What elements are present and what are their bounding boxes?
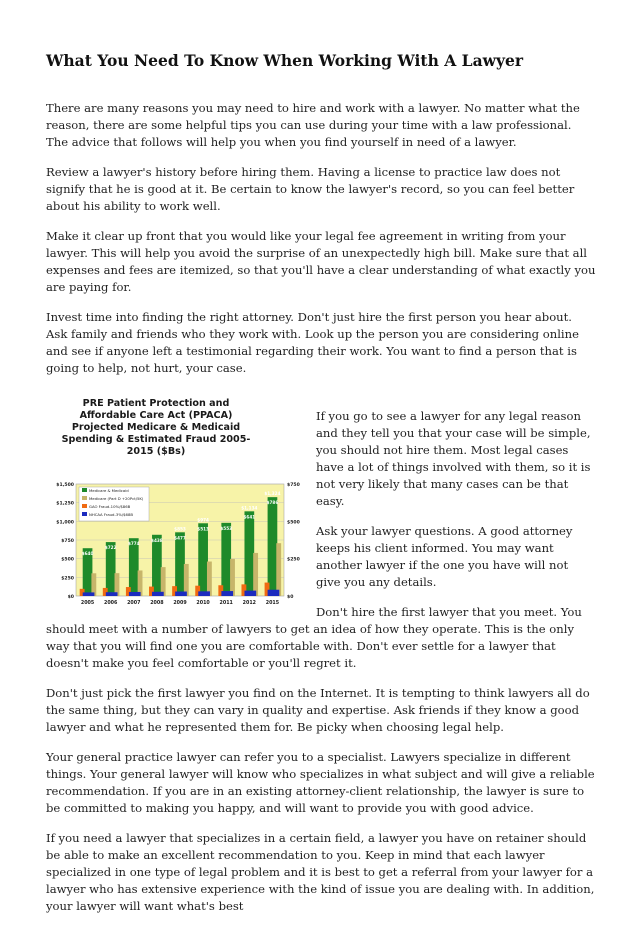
chart-data-label: $786 [266,500,279,506]
chart-legend-swatch [82,488,87,492]
chart-x-label: 2005 [80,601,95,606]
chart-data-label: $477 [174,535,186,541]
chart-bar [106,542,116,596]
chart [46,398,304,610]
chart-bar [175,592,187,596]
chart-legend-swatch [82,512,87,516]
chart-x-label: 2009 [173,601,187,606]
chart-tick-label: $250 [287,557,300,563]
chart-data-label: $640 [81,551,94,557]
paragraph: Make it clear up front that you would like your legal fee agreement in writing from your lawyer. This will help you avoid the surprise of an unexpectedly high bill. Make sure that all expenses and fees are itemized, so that you'll have a clear understanding of what exactly you are paying for. [46,229,596,294]
chart-bar [221,591,233,596]
chart-data-label: $438 [151,537,163,543]
paragraph: Your general practice lawyer can refer you to a specialist. Lawyers specialize in different things. Your general lawyer will know who specializes in what subject and will give a reliable recommendation. If you are in an existing attorney-client relationship, the lawyer is sure to be committed to making you happy, and will want to provide you with good advice. [46,750,595,815]
chart-tick-label: $1,250 [56,501,74,507]
chart-tick-label: $250 [61,576,74,582]
chart-x-label: 2012 [242,601,257,606]
chart-bar [276,543,281,596]
chart-legend-label: Medicare (Part D +20Pct/5K) [89,496,144,501]
chart-x-label: 2007 [127,601,141,606]
chart-title: PRE Patient Protection and Affordable Care Act (PPACA) Projected Medicare & Medicaid Spending & Estimated Fraud 2005-2015 ($Bs) [61,398,251,457]
paragraph: Invest time into finding the right attorney. Don't just hire the first person you hear about. Ask family and friends who they work with. Look up the person you are considering online and see if anyone left a testimonial regarding their work. You want to find a person that is going to help, not hurt, your case. [46,310,579,375]
chart-legend-label: GAO Fraud-10%/$86B [89,504,131,509]
chart-bar [198,591,210,596]
chart-data-label: $553 [220,525,233,531]
chart-bar [83,592,95,596]
chart-data-label: $853 [174,526,186,532]
chart-legend-label: Medicare & Medicaid [89,488,129,493]
chart-bar [244,591,256,596]
chart-figure [46,398,304,610]
chart-legend-swatch [82,496,87,500]
figure-section [46,390,596,672]
paragraph: There are many reasons you may need to hire and work with a lawyer. No matter what the reason, there are some helpful tips you can use during your time with a law professional. The advice that follows will help you when you find yourself in need of a lawyer. [46,101,580,149]
chart-x-label: 2008 [150,601,164,606]
chart-bar [161,567,166,596]
chart-tick-label: $500 [61,557,74,563]
paragraph: Don't hire the first lawyer that you meet. You should meet with a number of lawyers to get an idea of how they operate. This is the only way that you will find one you are comfortable with. Don't ever settle for a lawyer that doesn't make you feel comfortable or you'll regret it. [46,605,582,670]
chart-bar [230,559,235,596]
page-title: What You Need To Know When Working With A Lawyer [46,51,524,70]
article-body [46,100,596,928]
chart-bar [244,511,254,596]
chart-data-label: $641 [243,514,256,520]
chart-bar [184,564,189,596]
chart-tick-label: $750 [61,539,74,544]
chart-data-label: $513 [197,526,209,532]
chart-bar [268,590,280,596]
chart-bar [207,562,212,596]
chart-bar [129,592,141,596]
chart-data-label: $974 [197,517,209,523]
chart-x-label: 2015 [265,601,280,606]
chart-bar [106,592,118,596]
chart-bar [152,592,164,596]
chart-bar [253,553,258,596]
chart-tick-label: $1,000 [56,520,74,526]
chart-tick-label: $0 [67,595,74,600]
chart-data-label: $774 [127,541,140,547]
chart-bar [268,497,278,596]
chart-data-label: $1,324 [264,491,281,497]
paragraph: Review a lawyer's history before hiring them. Having a license to practice law does not signify that he is good at it. Be certain to know the lawyer's record, so you can feel better about his ability to work well. [46,165,575,213]
paragraph: Ask your lawyer questions. A good attorney keeps his client informed. You may want another lawyer if the one you have will not give you any details. [316,524,573,589]
chart-data-label: $1,134 [241,505,258,511]
chart-bar [198,523,208,596]
paragraph: If you need a lawyer that specializes in a certain field, a lawyer you have on retainer should be able to make an excellent recommendation to you. Keep in mind that each lawyer specialized in one type of legal problem and it is best to get a referral from your lawyer for a lawyer who has extensive experience with the kind of issue you are dealing with. In addition, your lawyer will want what's best [46,831,595,913]
paragraph: If you go to see a lawyer for any legal reason and they tell you that your case will be simple, you should not hire them. Most legal cases have a lot of things involved with them, so it is not very likely that many cases can be that easy. [316,409,591,508]
chart-bar [221,523,231,596]
paragraph: Don't just pick the first lawyer you find on the Internet. It is tempting to think lawyers all do the same thing, but they can vary in quality and expertise. Ask friends if they know a good lawyer and what he represented them for. Be picky when choosing legal help. [46,686,590,734]
chart-x-label: 2010 [196,601,210,606]
chart-tick-label: $0 [287,595,294,600]
chart-tick-label: $1,500 [56,483,74,488]
chart-data-label: $722 [104,545,117,551]
chart-tick-label: $750 [287,483,300,488]
chart-x-label: 2011 [219,601,233,606]
chart-legend-label: NHCAA Fraud-3%/$68B [89,512,133,517]
chart-x-label: 2006 [103,601,118,606]
chart-legend-swatch [82,504,87,508]
chart-tick-label: $500 [287,520,300,526]
